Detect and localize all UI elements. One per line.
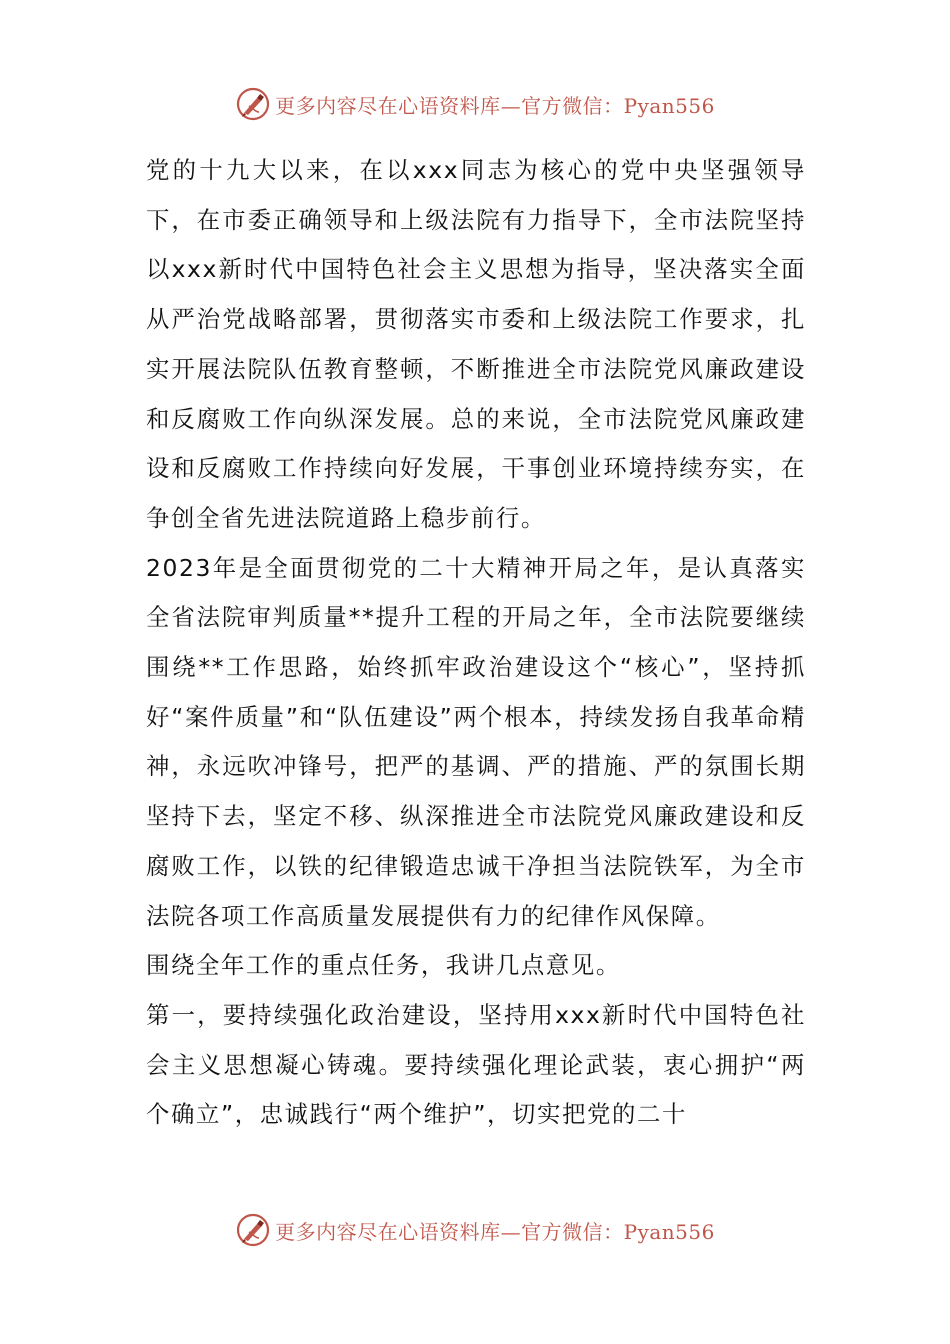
pen-nib-icon xyxy=(235,1212,271,1248)
document-body xyxy=(146,146,806,1140)
paragraph: 围绕全年工作的重点任务，我讲几点意见。 xyxy=(146,951,621,980)
paragraph: 第一，要持续强化政治建设，坚持用xxx新时代中国特色社会主义思想凝心铸魂。要持续强化理论武装，衷心拥护“两个确立”，忠诚践行“两个维护”，切实把党的二十 xyxy=(146,1000,806,1129)
paragraph: 党的十九大以来，在以xxx同志为核心的党中央坚强领导下，在市委正确领导和上级法院有力指导下，全市法院坚持以xxx新时代中国特色社会主义思想为指导，坚决落实全面从严治党战略部署，贯彻落实市委和上级法院工作要求，扎实开展法院队伍教育整顿，不断推进全市法院党风廉政建设和反腐败工作向纵深发展。总的来说，全市法院党风廉政建设和反腐败工作持续向好发展，干事创业环境持续夯实，在争创全省先进法院道路上稳步前行。 xyxy=(146,156,806,532)
footer-watermark xyxy=(0,1210,950,1250)
header-watermark xyxy=(0,84,950,124)
watermark-text: 更多内容尽在心语资料库—官方微信：Pyan556 xyxy=(275,93,715,118)
pen-nib-icon xyxy=(235,86,271,122)
watermark-text: 更多内容尽在心语资料库—官方微信：Pyan556 xyxy=(275,1219,715,1244)
paragraph: 2023年是全面贯彻党的二十大精神开局之年，是认真落实全省法院审判质量**提升工程的开局之年，全市法院要继续围绕**工作思路，始终抓牢政治建设这个“核心”，坚持抓好“案件质量”和“队伍建设”两个根本，持续发扬自我革命精神，永远吹冲锋号，把严的基调、严的措施、严的氛围长期坚持下去，坚定不移、纵深推进全市法院党风廉政建设和反腐败工作，以铁的纪律锻造忠诚干净担当法院铁军，为全市法院各项工作高质量发展提供有力的纪律作风保障。 xyxy=(146,553,806,930)
